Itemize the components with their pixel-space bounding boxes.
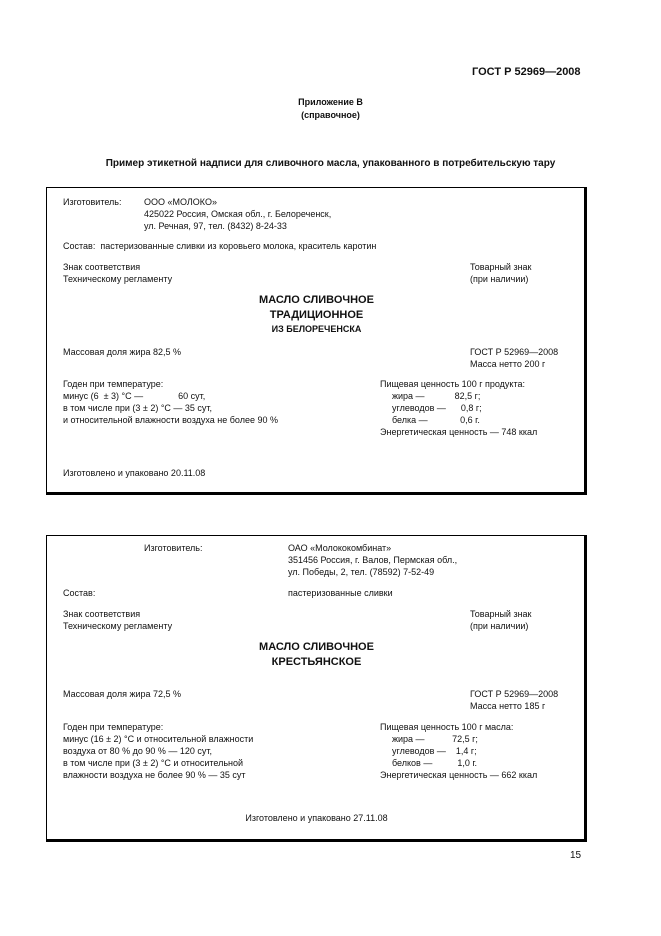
net-mass: Масса нетто 185 г xyxy=(470,701,546,711)
manufacturer-address: 351456 Россия, г. Валов, Пермская обл., xyxy=(288,555,458,565)
storage-line: минус (16 ± 2) °С и относительной влажности xyxy=(63,734,254,744)
product-title: МАСЛО СЛИВОЧНОЕ xyxy=(259,641,374,653)
nutrition-title: Пищевая ценность 100 г масла: xyxy=(380,722,514,732)
conformity-mark: Знак соответствия xyxy=(63,262,141,272)
appendix-type: (справочное) xyxy=(301,110,360,120)
storage-line: и относительной влажности воздуха не более 90 % xyxy=(63,415,278,425)
storage-line: влажности воздуха не более 90 % — 35 сут xyxy=(63,770,246,780)
gost-code: ГОСТ Р 52969—2008 xyxy=(470,689,559,699)
storage-line: в том числе при (3 ± 2) °С и относительной xyxy=(63,758,244,768)
manufacturer-label: Изготовитель: xyxy=(144,543,203,553)
manufacturer-address: ул. Речная, 97, тел. (8432) 8-24-33 xyxy=(144,221,287,231)
standard-code: ГОСТ Р 52969—2008 xyxy=(472,66,581,78)
manufacturer-name: ОАО «Молококомбинат» xyxy=(288,543,392,553)
product-origin: ИЗ БЕЛОРЕЧЕНСКА xyxy=(271,324,362,334)
packed-date: Изготовлено и упаковано 27.11.08 xyxy=(245,813,388,823)
trademark: (при наличии) xyxy=(470,621,529,631)
trademark: Товарный знак xyxy=(470,609,532,619)
product-title: ТРАДИЦИОННОЕ xyxy=(269,309,364,321)
trademark: (при наличии) xyxy=(470,274,529,284)
product-title: КРЕСТЬЯНСКОЕ xyxy=(271,656,362,668)
packed-date: Изготовлено и упаковано 20.11.08 xyxy=(63,468,206,478)
manufacturer-address: ул. Победы, 2, тел. (78592) 7-52-49 xyxy=(288,567,435,577)
product-title: МАСЛО СЛИВОЧНОЕ xyxy=(259,294,374,306)
fat-content: Массовая доля жира 82,5 % xyxy=(63,347,182,357)
energy-value: Энергетическая ценность — 748 ккал xyxy=(380,427,538,437)
storage-line: воздуха от 80 % до 90 % — 120 сут, xyxy=(63,746,213,756)
net-mass: Масса нетто 200 г xyxy=(470,359,546,369)
appendix-title: Приложение В xyxy=(298,97,363,107)
nutrition-title: Пищевая ценность 100 г продукта: xyxy=(380,379,525,389)
composition-value: пастеризованные сливки xyxy=(288,588,393,598)
manufacturer-address: 425022 Россия, Омская обл., г. Белореченск, xyxy=(144,209,332,219)
storage-line: минус (6 ± 3) °С — 60 сут, xyxy=(63,391,206,401)
fat-content: Массовая доля жира 72,5 % xyxy=(63,689,182,699)
conformity-mark: Знак соответствия xyxy=(63,609,141,619)
manufacturer-label: Изготовитель: xyxy=(63,197,122,207)
nutrition-item: жира — 72,5 г; xyxy=(392,734,478,744)
gost-code: ГОСТ Р 52969—2008 xyxy=(470,347,559,357)
storage-line: Годен при температуре: xyxy=(63,379,164,389)
storage-line: Годен при температуре: xyxy=(63,722,164,732)
conformity-mark: Техническому регламенту xyxy=(63,621,173,631)
storage-line: в том числе при (3 ± 2) °С — 35 сут, xyxy=(63,403,213,413)
energy-value: Энергетическая ценность — 662 ккал xyxy=(380,770,538,780)
nutrition-item: углеводов — 0,8 г; xyxy=(392,403,482,413)
label-box-1 xyxy=(46,187,587,495)
composition: Состав: пастеризованные сливки из коровьего молока, краситель каротин xyxy=(63,241,377,251)
page-heading: Пример этикетной надписи для сливочного масла, упакованного в потребительскую тару xyxy=(105,158,556,169)
nutrition-item: жира — 82,5 г; xyxy=(392,391,481,401)
trademark: Товарный знак xyxy=(470,262,532,272)
nutrition-item: белка — 0,6 г. xyxy=(392,415,480,425)
composition-label: Состав: xyxy=(63,588,96,598)
manufacturer-name: ООО «МОЛОКО» xyxy=(144,197,217,207)
nutrition-item: углеводов — 1,4 г; xyxy=(392,746,477,756)
conformity-mark: Техническому регламенту xyxy=(63,274,173,284)
nutrition-item: белков — 1,0 г. xyxy=(392,758,478,768)
page-number: 15 xyxy=(570,850,582,861)
